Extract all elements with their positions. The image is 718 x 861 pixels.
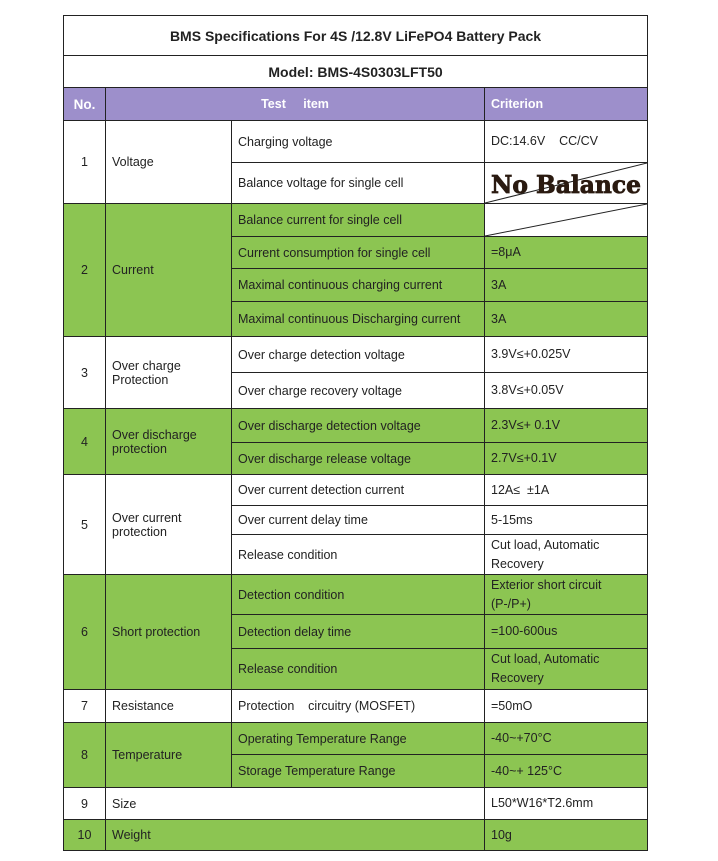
criterion-cell: =50mO xyxy=(485,690,648,723)
criterion-cell: 5-15ms xyxy=(485,506,648,535)
category-cell: Voltage xyxy=(106,121,232,204)
test-item-cell: Over charge detection voltage xyxy=(232,337,485,373)
test-item-cell: Over current detection current xyxy=(232,475,485,506)
category-cell: Resistance xyxy=(106,690,232,723)
no-balance-stamp xyxy=(485,163,648,204)
test-item-cell: Over discharge detection voltage xyxy=(232,409,485,443)
category-cell: Size xyxy=(106,788,485,820)
category-cell: Weight xyxy=(106,820,485,851)
criterion-cell: =8μA xyxy=(485,237,648,269)
criterion-cell: 12A≤ ±1A xyxy=(485,475,648,506)
test-item-cell: Storage Temperature Range xyxy=(232,755,485,788)
criterion-cell: Cut load, Automatic Recovery xyxy=(485,535,648,575)
test-item-cell: Balance voltage for single cell xyxy=(232,163,485,204)
header-no: No. xyxy=(64,88,106,121)
category-cell: Temperature xyxy=(106,723,232,788)
row-number: 5 xyxy=(64,475,106,575)
category-cell: Current xyxy=(106,204,232,337)
category-cell: Short protection xyxy=(106,575,232,690)
test-item-cell: Release condition xyxy=(232,649,485,690)
test-item-cell: Maximal continuous charging current xyxy=(232,269,485,302)
criterion-cell: 3.8V≤+0.05V xyxy=(485,373,648,409)
row-number: 4 xyxy=(64,409,106,475)
category-cell: Over charge Protection xyxy=(106,337,232,409)
test-item-cell: Operating Temperature Range xyxy=(232,723,485,755)
test-item-cell: Maximal continuous Discharging current xyxy=(232,302,485,337)
test-item-cell: Detection condition xyxy=(232,575,485,615)
row-number: 8 xyxy=(64,723,106,788)
criterion-cell: =100-600us xyxy=(485,615,648,649)
row-number: 1 xyxy=(64,121,106,204)
test-item-cell: Release condition xyxy=(232,535,485,575)
test-item-cell: Charging voltage xyxy=(232,121,485,163)
row-number: 9 xyxy=(64,788,106,820)
criterion-cell: L50*W16*T2.6mm xyxy=(485,788,648,820)
test-item-cell: Detection delay time xyxy=(232,615,485,649)
row-number: 10 xyxy=(64,820,106,851)
test-item-cell: Balance current for single cell xyxy=(232,204,485,237)
spec-table xyxy=(63,15,648,851)
criterion-cell: 3.9V≤+0.025V xyxy=(485,337,648,373)
no-balance-text: No Balance xyxy=(491,170,641,199)
criterion-cell: -40~+ 125°C xyxy=(485,755,648,788)
test-item-cell: Over current delay time xyxy=(232,506,485,535)
row-number: 6 xyxy=(64,575,106,690)
criterion-cell: 3A xyxy=(485,269,648,302)
row-number: 2 xyxy=(64,204,106,337)
diagonal-strike xyxy=(485,204,647,236)
header-criterion: Criterion xyxy=(485,88,648,121)
test-item-cell: Current consumption for single cell xyxy=(232,237,485,269)
test-item-cell: Over discharge release voltage xyxy=(232,443,485,475)
criterion-cell: 2.7V≤+0.1V xyxy=(485,443,648,475)
test-item-cell: Over charge recovery voltage xyxy=(232,373,485,409)
criterion-cell: Cut load, Automatic Recovery xyxy=(485,649,648,690)
criterion-cell: Exterior short circuit (P-/P+) xyxy=(485,575,648,615)
table-title: BMS Specifications For 4S /12.8V LiFePO4 Battery Pack xyxy=(64,16,648,56)
criterion-cell: 3A xyxy=(485,302,648,337)
header-test-item: Test item xyxy=(106,88,485,121)
row-number: 3 xyxy=(64,337,106,409)
criterion-cell: 2.3V≤+ 0.1V xyxy=(485,409,648,443)
category-cell: Over current protection xyxy=(106,475,232,575)
criterion-cell: 10g xyxy=(485,820,648,851)
criterion-cell: DC:14.6V CC/CV xyxy=(485,121,648,163)
category-cell: Over discharge protection xyxy=(106,409,232,475)
criterion-cell: -40~+70°C xyxy=(485,723,648,755)
criterion-cell xyxy=(485,204,648,237)
row-number: 7 xyxy=(64,690,106,723)
test-item-cell: Protection circuitry (MOSFET) xyxy=(232,690,485,723)
model-number: Model: BMS-4S0303LFT50 xyxy=(64,56,648,88)
